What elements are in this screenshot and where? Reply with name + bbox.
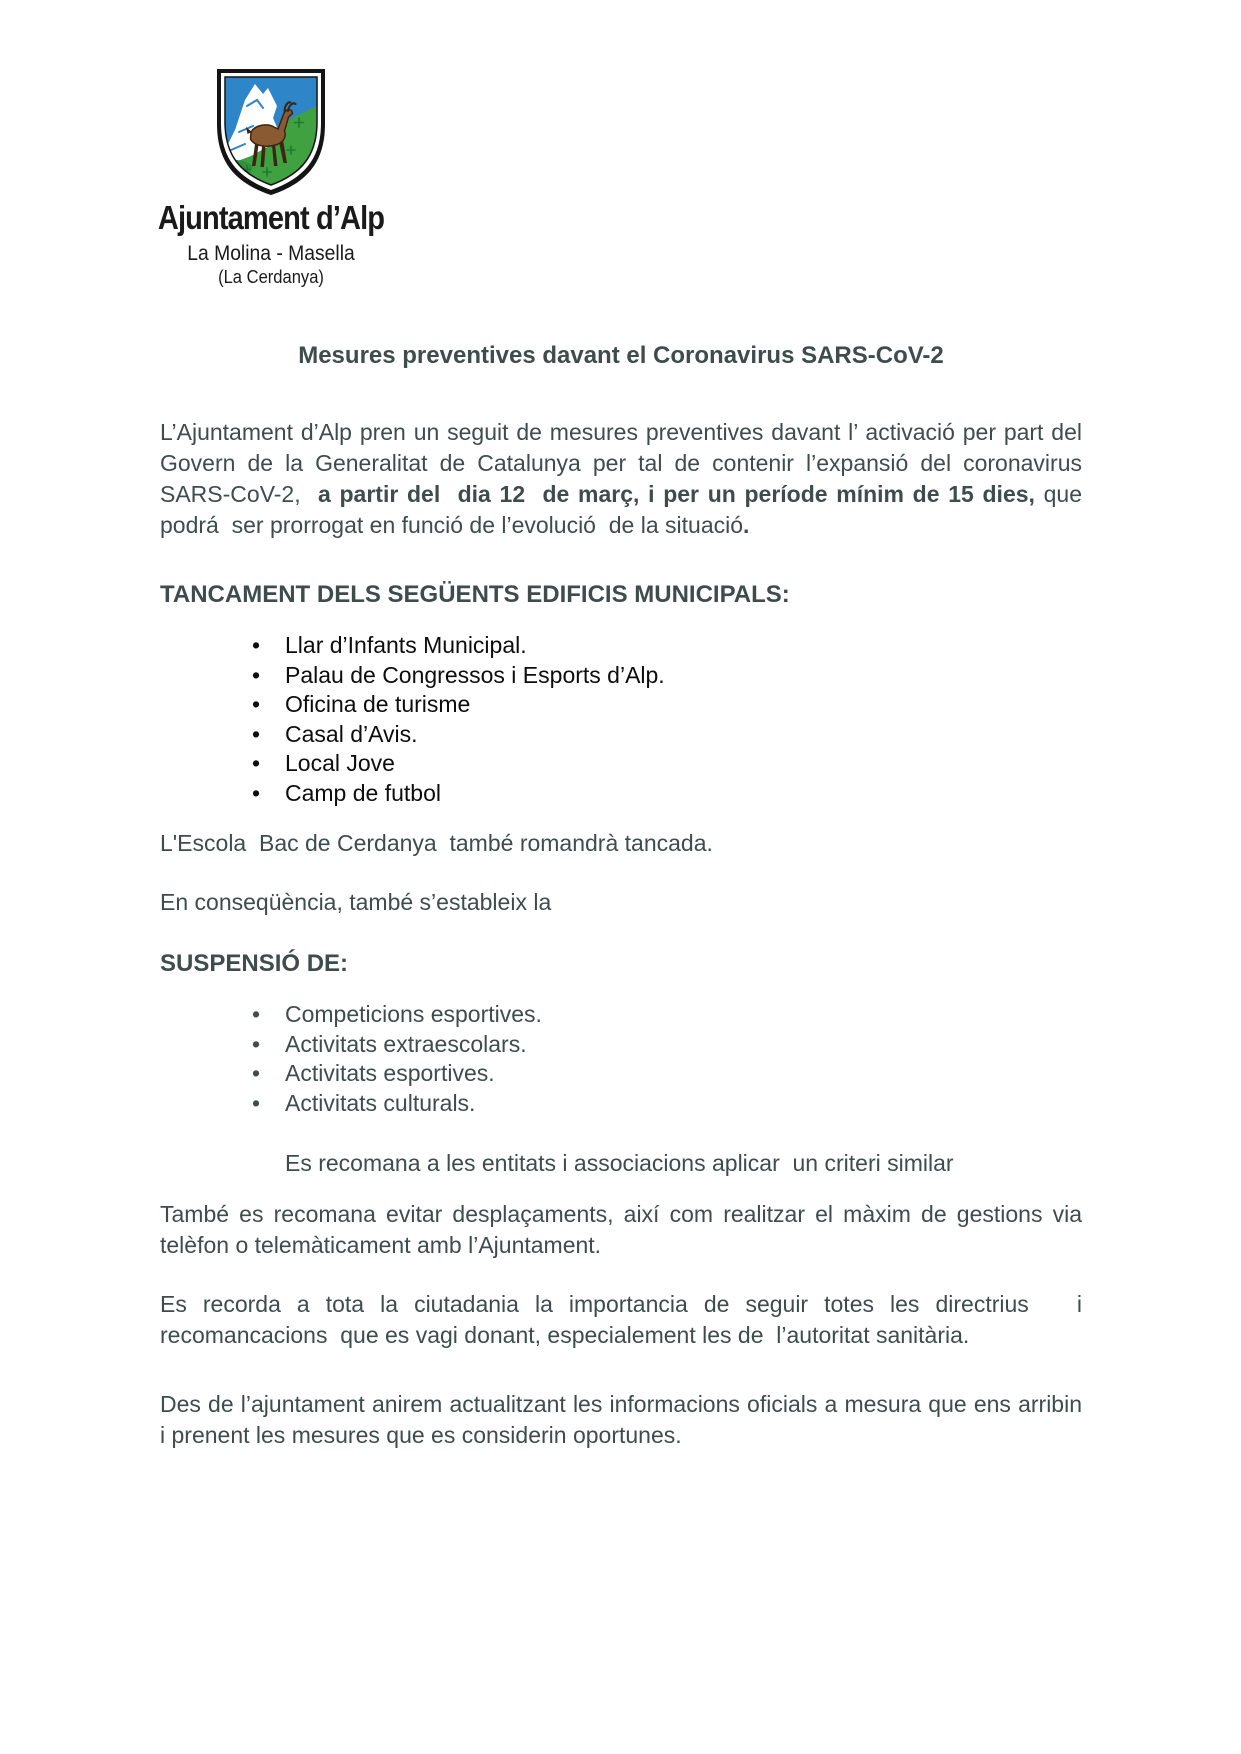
closures-heading: TANCAMENT DELS SEGÜENTS EDIFICIS MUNICIPALS: xyxy=(160,581,790,609)
travel-note: També es recomana evitar desplaçaments, així com realitzar el màxim de gestions via telèfon o telemàticament amb l’Ajuntament. xyxy=(160,1201,1089,1259)
intro-paragraph xyxy=(160,417,1089,541)
page-title: Mesures preventives davant el Coronavirus SARS-CoV-2 xyxy=(298,342,944,370)
logo-subtitle-1: La Molina - Masella xyxy=(187,242,355,266)
list-item: • Activitats culturals. xyxy=(160,1089,1082,1119)
list-item: • Casal d’Avis. xyxy=(160,720,1082,750)
coat-of-arms-icon xyxy=(210,66,332,198)
logo-block xyxy=(140,66,402,288)
text-run: . xyxy=(743,512,750,539)
logo-subtitle-2: (La Cerdanya) xyxy=(218,267,324,288)
list-item: • Local Jove xyxy=(160,749,1082,779)
list-item: • Llar d’Infants Municipal. xyxy=(160,631,1082,661)
school-note: L'Escola Bac de Cerdanya també romandrà tancada. xyxy=(160,830,713,857)
list-item: • Palau de Congressos i Esports d’Alp. xyxy=(160,661,1082,691)
text-run: L’Ajuntament d’Alp pren un seguit de mesures preventives davant l’ activació per part del Govern de la Generalitat de Catalunya per tal de contenir l’expansió del coronavirus SARS-CoV-2, xyxy=(160,419,1089,508)
text-run: a partir del dia 12 de març, i per un període mínim de 15 dies, xyxy=(318,481,1035,508)
list-item: • Oficina de turisme xyxy=(160,690,1082,720)
updates-note: Des de l’ajuntament anirem actualitzant les informacions oficials a mesura que ens arribin i prenent les mesures que es considerin oportunes. xyxy=(160,1391,1089,1449)
recommendation-note: Es recomana a les entitats i associacions aplicar un criteri similar xyxy=(285,1150,954,1177)
list-item: • Camp de futbol xyxy=(160,779,1082,809)
closures-list xyxy=(160,631,1082,808)
list-item: • Activitats extraescolars. xyxy=(160,1030,1082,1060)
consequence-note: En conseqüència, també s’estableix la xyxy=(160,889,552,916)
org-name: Ajuntament d’Alp xyxy=(157,199,385,236)
reminder-note: Es recorda a tota la ciutadania la importancia de seguir totes les directrius i recomancacions que es vagi donant, especialement les de l’autoritat sanitària. xyxy=(160,1291,1089,1349)
list-item: • Competicions esportives. xyxy=(160,1000,1082,1030)
list-item: • Activitats esportives. xyxy=(160,1059,1082,1089)
text-run: que podrá ser prorrogat en funció de l’evolució de la situació xyxy=(160,481,1089,539)
suspension-heading: SUSPENSIÓ DE: xyxy=(160,950,349,978)
document-body xyxy=(0,340,1241,1451)
suspension-list xyxy=(160,1000,1082,1118)
